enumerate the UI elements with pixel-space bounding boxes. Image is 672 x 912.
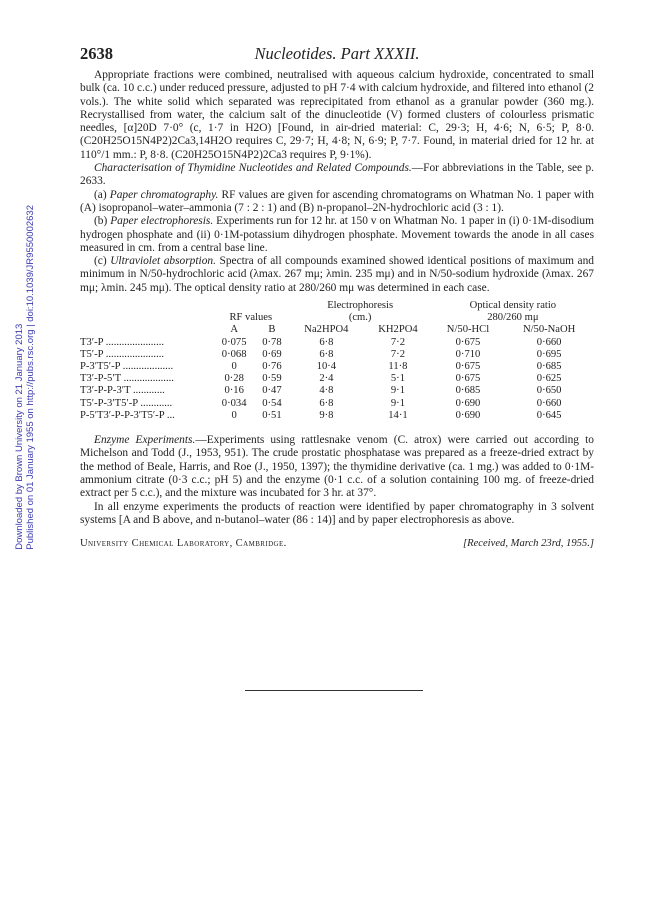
table-row: [80, 361, 594, 373]
article-page: [80, 44, 594, 554]
column-header: N/50-HCl: [446, 324, 490, 336]
table-cell: 0·51: [262, 409, 282, 421]
table-group-header: [80, 300, 594, 312]
table-row: [80, 349, 594, 361]
table-cell: 0·068: [221, 348, 247, 360]
paragraph: [80, 255, 594, 295]
paragraph-text: Spectra of all compounds examined showed identical positions of maximum and minimum in N/50-hydrochloric acid (λmax. 267 mμ; λmin. 235 mμ) and in N/50-sodium hydroxide (λmax. 267 mμ; λmin. 245 mμ). The optical density ratio at 280/260 mμ was determined in each case.: [80, 255, 594, 294]
paragraph: [80, 189, 594, 216]
column-header: KH2PO4: [378, 324, 418, 336]
downloaded-note: Downloaded by Brown University on 21 January 2013: [14, 323, 25, 550]
table-cell: 0·76: [262, 361, 282, 373]
table-cell: 0·16: [224, 385, 244, 397]
paragraph-text: —Experiments using rattlesnake venom (C. atrox) were carried out according to Michelson and Todd (J., 1953, 951). The crude prostatic phosphatase was prepared as a freeze-dried extract by the method of Beale, Harris, and Roe (J., 1950, 1397); the thymidine derivative (ca. 1 mg.) was added to 0·1M-ammonium citrate (0·3 c.c.; pH 5) and the enzyme (0·1 c.c. of a solution containing 100 mg. of freeze-dried extract per 5 c.c.), and the mixture was incubated for 3 hr. at 37°.: [80, 434, 594, 500]
paragraph-text: Experiments run for 12 hr. at 150 v on Whatman No. 1 paper in (i) 0·1M-disodium hydrogen phosphate and (ii) 0·1M-potassium dihydrogen phosphate. Movement towards the anode in all cases measured in cm. from a central base line.: [80, 215, 594, 254]
paragraph-text: RF values are given for ascending chromatograms on Whatman No. 1 paper with (A) isopropanol–water–ammonia (7 : 2 : 1) and (B) n-propanol–2N-hydrochloric acid (3 : 1).: [80, 188, 594, 214]
received-date: [Received, March 23rd, 1955.]: [462, 538, 594, 550]
column-header: N/50-NaOH: [522, 324, 576, 336]
compound-cell: T3′-P-5′T ...................: [80, 373, 174, 385]
section-heading: Enzyme Experiments.: [94, 434, 196, 447]
table-cell: 0·685: [455, 385, 481, 397]
table-cell: 2·4: [319, 373, 334, 385]
compound-cell: T5′-P-3′T5′-P ............: [80, 397, 173, 409]
rf-values-header: RF values: [229, 312, 273, 324]
item-label: (a): [94, 188, 107, 201]
paragraph: Appropriate fractions were combined, neutralised with aqueous calcium hydroxide, concentrated to small bulk (ca. 10 c.c.) under reduced pressure, adjusted to pH 7·4 with calcium hydroxide, and filtered into ethanol (2 vols.). The white solid which separated was reprecipitated from ethanol as a granular powder (360 mg.). Recrystallised from water, the calcium salt of the dinucleotide (V) formed clusters of colourless prismatic needles, [α]20D 7·0° (c, 1·7 in H2O) [Found, in air-dried material: C, 29·3; H, 4·6; N, 6·5; P, 8·0. (C20H25O15N4P2)2Ca3,14H2O requires C, 29·7; H, 4·8; N, 6·9; P, 7·7. Found, in material dried for 12 hr. at 110°/1 mm.: P, 8·8. (C20H25O15N4P2)2Ca3 requires P, 9·1%).: [80, 69, 594, 161]
table-cell: 5·1: [390, 373, 405, 385]
published-note: Published on 01 January 1955 on http://pubs.rsc.org | doi:10.1039/JR9550002632: [25, 205, 36, 550]
table-row: [80, 373, 594, 385]
page-header: [80, 44, 594, 66]
running-title: Nucleotides. Part XXXII.: [254, 44, 420, 63]
table-cell: 0·695: [536, 348, 562, 360]
item-label: (b): [94, 215, 108, 228]
table-cell: 0·59: [262, 373, 282, 385]
table-cell: 0·690: [455, 409, 481, 421]
table-group-subheader: [80, 312, 594, 324]
paragraph-text: —For abbreviations in the Table, see p. 2633.: [80, 162, 594, 188]
table-cell: 0·78: [262, 336, 282, 348]
page-number: 2638: [80, 44, 113, 63]
electrophoresis-header: Electrophoresis: [327, 300, 394, 312]
download-watermark: [14, 205, 36, 550]
table-cell: 9·1: [390, 397, 405, 409]
table-cell: 0·034: [221, 397, 247, 409]
table-cell: 0·47: [262, 385, 282, 397]
column-header: A: [230, 324, 238, 336]
table-cell: 0·54: [262, 397, 282, 409]
compound-cell: T3′-P ......................: [80, 336, 165, 348]
item-label: (c): [94, 255, 107, 268]
table-cell: 0·625: [536, 373, 562, 385]
table-cell: 14·1: [388, 409, 408, 421]
table-cell: 0·675: [455, 336, 481, 348]
paragraph: In all enzyme experiments the products of reaction were identified by paper chromatography in 3 solvent systems [A and B above, and n-butanol–water (86 : 14)] and by paper electrophoresis as above.: [80, 500, 594, 526]
table-cell: 0·645: [536, 409, 562, 421]
compound-cell: P-5′T3′-P-P-3′T5′-P ...: [80, 409, 175, 421]
table-cell: 4·8: [319, 385, 334, 397]
article-body: [80, 69, 594, 527]
table-cell: 7·2: [390, 336, 405, 348]
section-heading: Paper chromatography.: [109, 188, 219, 201]
article-footer: [80, 538, 594, 554]
optical-density-wavelength: 280/260 mμ: [487, 312, 539, 324]
table-cell: 7·2: [390, 348, 405, 360]
table-cell: 9·1: [390, 385, 405, 397]
table-cell: 0: [231, 409, 237, 421]
compound-cell: T5′-P ......................: [80, 348, 165, 360]
table-cell: 0·69: [262, 348, 282, 360]
compound-cell: P-3′T5′-P ...................: [80, 361, 174, 373]
table-cell: 0·690: [455, 397, 481, 409]
table-cell: 9·8: [319, 409, 334, 421]
optical-density-header: Optical density ratio: [469, 300, 557, 312]
table-cell: 10·4: [316, 361, 337, 373]
paragraph: [80, 162, 594, 189]
end-rule: [245, 690, 423, 691]
table-row: [80, 410, 594, 422]
table-column-header: [80, 324, 594, 336]
table-row: [80, 337, 594, 349]
column-header: B: [268, 324, 276, 336]
section-heading: Paper electrophoresis.: [110, 215, 214, 228]
table-cell: 11·8: [388, 361, 408, 373]
table-cell: 0·675: [455, 361, 481, 373]
table-cell: 6·8: [319, 348, 334, 360]
laboratory-address: University Chemical Laboratory, Cambridge.: [80, 538, 287, 550]
table-cell: 6·8: [319, 397, 334, 409]
table-cell: 0·650: [536, 385, 562, 397]
section-heading: Ultraviolet absorption.: [110, 255, 216, 268]
electrophoresis-unit: (cm.): [348, 312, 372, 324]
table-cell: 0·28: [224, 373, 244, 385]
table-row: [80, 398, 594, 410]
table-row: [80, 385, 594, 397]
table-cell: 0·660: [536, 336, 562, 348]
paragraph: [80, 434, 594, 500]
paragraph: [80, 215, 594, 255]
table-cell: 0·660: [536, 397, 562, 409]
table-cell: 0·075: [221, 336, 247, 348]
section-heading: Characterisation of Thymidine Nucleotides and Related Compounds.: [94, 162, 412, 175]
table-cell: 0: [231, 361, 237, 373]
table-cell: 0·710: [455, 348, 481, 360]
table-cell: 0·685: [536, 361, 562, 373]
compound-cell: T3′-P-P-3′T ............: [80, 385, 165, 397]
column-header: Na2HPO4: [304, 324, 349, 336]
table-cell: 6·8: [319, 336, 334, 348]
table-cell: 0·675: [455, 373, 481, 385]
data-table: [80, 300, 594, 422]
